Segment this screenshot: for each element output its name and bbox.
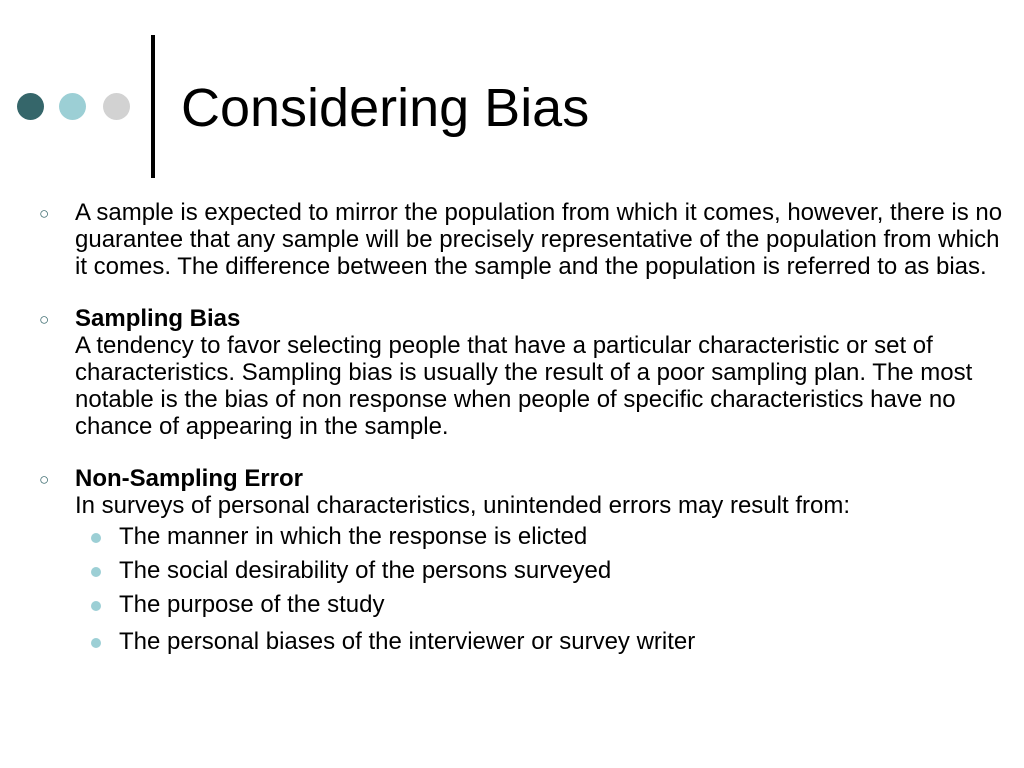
sub-bullet-text: The personal biases of the interviewer or survey writer [119,627,696,655]
bullet-non-sampling-error [36,465,1006,655]
filled-dot-icon [91,638,101,648]
bullet-text: A sample is expected to mirror the population from which it comes, however, there is no guarantee that any sample will be precisely representative of the population from which it comes. The difference between the sample and the population is referred to as bias. [75,199,1003,281]
filled-dot-icon [91,533,101,543]
sub-bullet-item [75,591,1006,618]
bullet-definition [36,199,1006,281]
sub-bullet-item [75,557,1006,584]
sub-bullet-text: The manner in which the response is elicted [119,523,588,551]
light-teal-dot-icon [59,93,86,120]
hollow-circle-icon: ○ [39,204,50,223]
filled-dot-icon [91,567,101,577]
slide-body [36,199,1006,655]
bullet-sampling-bias [36,305,1006,441]
decorative-dots [0,0,150,200]
bullet-heading: Sampling Bias [75,304,241,332]
bullet-heading: Non-Sampling Error [75,464,304,492]
sub-bullet-item [75,523,1006,550]
sub-bullet-text: The purpose of the study [119,591,385,619]
gray-dot-icon [103,93,130,120]
bullet-text: In surveys of personal characteristics, unintended errors may result from: [75,491,850,519]
bullet-text: A tendency to favor selecting people that have a particular characteristic or set of characteristics. Sampling bias is usually the result of a poor sampling plan. The most notable is the bias of non response when people of specific characteristics have no chance of appearing in the sample. [75,331,973,441]
dark-teal-dot-icon [17,93,44,120]
sub-bullet-list [75,523,1006,655]
filled-dot-icon [91,601,101,611]
sub-bullet-item [75,628,1006,655]
hollow-circle-icon: ○ [39,309,50,329]
slide-title: Considering Bias [181,78,590,138]
sub-bullet-text: The social desirability of the persons surveyed [119,557,612,585]
title-divider [151,35,155,178]
hollow-circle-icon: ○ [39,469,50,489]
